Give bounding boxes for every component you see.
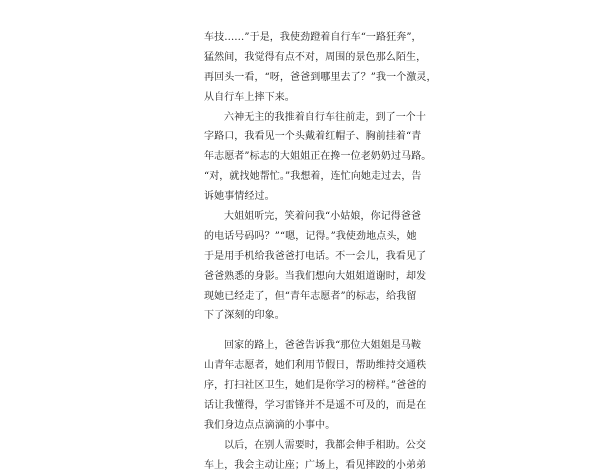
text-line: 从自行车上摔下来。 [204,91,295,103]
text-line: 的电话号码吗？”“嗯，记得。”我使劲地点头，她 [204,230,417,242]
paragraph-gap [204,326,408,336]
paragraph-first-line: 六神无主的我推着自行车往前走，到了一个十 [224,111,426,123]
text-line: 年志愿者”标志的大姐姐正在搀一位老奶奶过马路。 [204,151,432,163]
text-line: 下了深刻的印象。 [204,310,285,322]
text-line: 车上，我会主动让座；广场上，看见摔跤的小弟弟 [204,459,427,471]
text-line: 序，打扫社区卫生，她们是你学习的榜样。”爸爸的 [204,380,427,392]
text-line: 话让我懂得，学习雷锋并不是遥不可及的，而是在 [204,400,427,412]
text-line: 现她已经走了，但“青年志愿者”的标志，给我留 [204,290,417,302]
text-line: 再回头一看，“呀，爸爸到哪里去了？”我一个激灵， [204,71,437,83]
paragraph-first-line: 大姐姐听完，笑着问我“小姑娘，你记得爸爸 [224,211,422,223]
text-line: 诉她事情经过。 [204,191,275,203]
text-line: “对，就找她帮忙。”我想着，连忙向她走过去，告 [204,171,422,183]
text-line: 山青年志愿者，她们利用节假日，帮助维持交通秩 [204,360,427,372]
text-line: 我们身边点点滴滴的小事中。 [204,419,336,431]
text-line: 爸爸熟悉的身影。当我们想向大姐姐道谢时，却发 [204,270,427,282]
text-line: 猛然间，我觉得有点不对，周围的景色那么陌生， [204,51,427,63]
essay-text-column [204,28,437,476]
text-line: 于是用手机给我爸爸打电话。不一会儿，我看见了 [204,250,427,262]
paragraph-first-line: 以后，在别人需要时，我都会伸手相助。公交 [224,439,426,451]
text-line: 字路口，我看见一个头戴着红帽子、胸前挂着“青 [204,131,422,143]
paragraph-first-line: 回家的路上，爸爸告诉我“那位大姐姐是马鞍 [224,340,422,352]
text-line: 车技……”于是，我使劲蹬着自行车“一路狂奔”， [204,32,422,43]
